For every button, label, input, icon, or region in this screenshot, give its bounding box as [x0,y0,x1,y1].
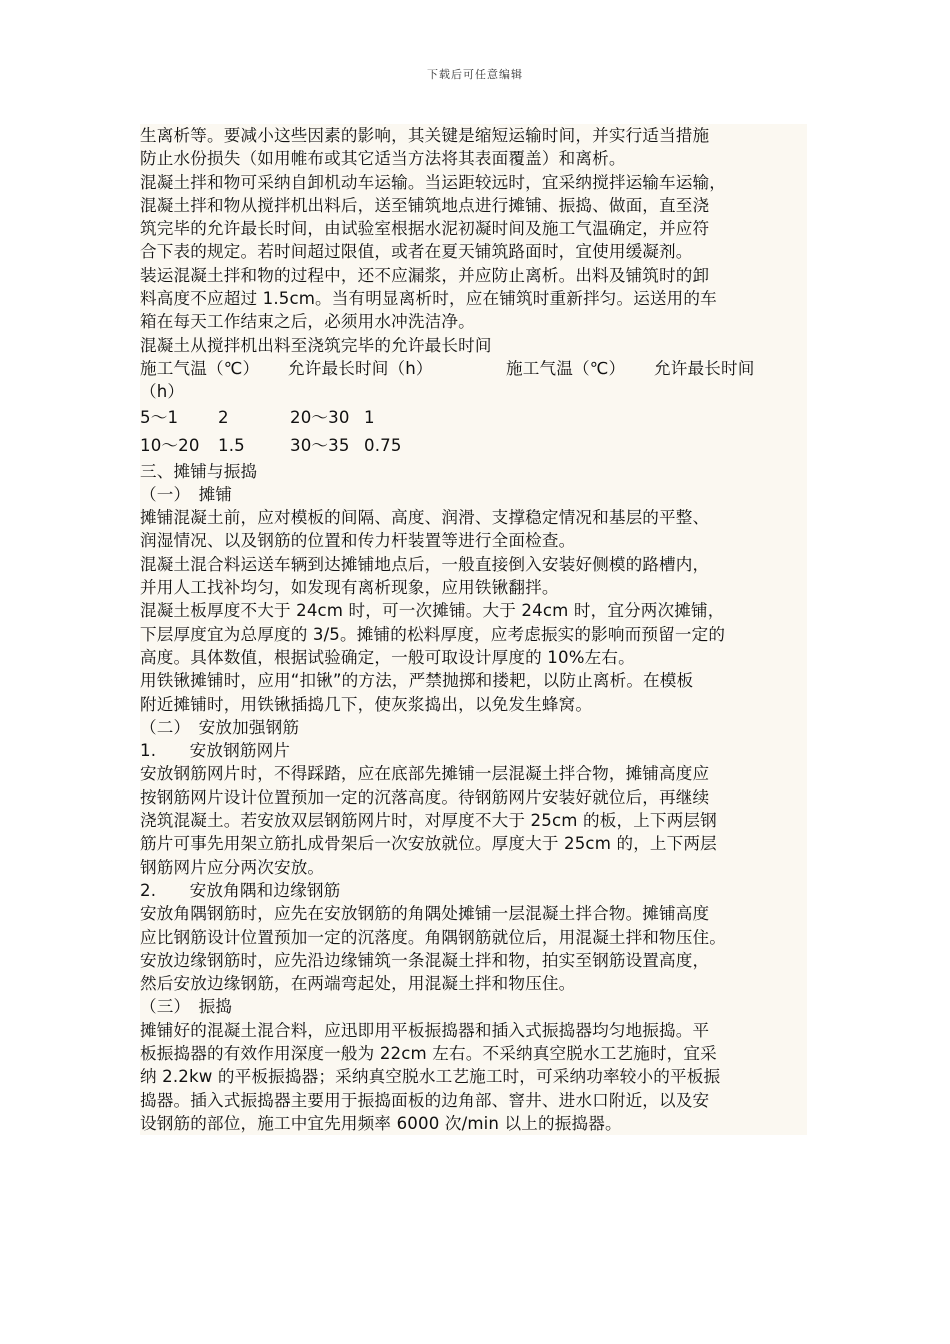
table-caption: 混凝土从搅拌机出料至浇筑完毕的允许最长时间 [140,335,492,355]
paragraph-line: 浇筑混凝土。若安放双层钢筋网片时，对厚度不大于 25cm 的板，上下两层钢 [140,811,717,831]
table-row [140,432,805,460]
numbered-heading: 1. 安放钢筋网片 [140,741,291,761]
paragraph-line: 安放角隅钢筋时，应先在安放钢筋的角隅处摊铺一层混凝土拌合物。摊铺高度 [140,904,710,924]
table-header-cell: 施工气温（℃） [506,358,626,378]
paragraph-line: 筑完毕的允许最长时间，由试验室根据水泥初凝时间及施工气温确定，并应符 [140,219,710,239]
subsection-heading: （一） 摊铺 [140,484,233,504]
paragraph-line: 附近摊铺时，用铁锹插捣几下，使灰浆捣出，以免发生蜂窝。 [140,694,593,714]
table-cell: 30～35 [290,435,350,455]
paragraph-line: 用铁锹摊铺时，应用“扣锹”的方法，严禁抛掷和搂耙，以防止离析。在模板 [140,671,694,691]
paragraph-line: 按钢筋网片设计位置预加一定的沉落高度。待钢筋网片安装好就位后，再继续 [140,787,710,807]
table-cell: 1.5 [218,435,245,455]
section-heading: 三、摊铺与振捣 [140,461,258,481]
table-header-cell: 施工气温（℃） [140,358,260,378]
paragraph-line: 下层厚度宜为总厚度的 3/5。摊铺的松料厚度，应考虑振实的影响而预留一定的 [140,624,726,644]
table-cell: 2 [218,407,229,427]
paragraph-line: 高度。具体数值，根据试验确定，一般可取设计厚度的 10%左右。 [140,647,635,667]
table-cell: 20～30 [290,407,350,427]
paragraph-line: 筋片可事先用架立筋扎成骨架后一次安放就位。厚度大于 25cm 的，上下两层 [140,834,717,854]
paragraph-line: 润湿情况、以及钢筋的位置和传力杆装置等进行全面检查。 [140,531,576,551]
table-cell: 1 [364,407,375,427]
paragraph-line: 混凝土拌和物从搅拌机出料后，送至铺筑地点进行摊铺、振捣、做面，直至浇 [140,195,710,215]
paragraph-line: 摊铺好的混凝土混合料，应迅即用平板振捣器和插入式振捣器均匀地振捣。平 [140,1020,710,1040]
table-cell: 10～20 [140,435,200,455]
table-header-row [140,357,805,380]
table-cell: 5～1 [140,407,179,427]
paragraph-line: 并用人工找补均匀，如发现有离析现象，应用铁锹翻拌。 [140,578,559,598]
page-header: 下载后可任意编辑 [427,68,523,81]
paragraph-line: 生离析等。要减小这些因素的影响，其关键是缩短运输时间，并实行适当措施 [140,126,710,145]
paragraph-line: 装运混凝土拌和物的过程中，还不应漏浆，并应防止离析。出料及铺筑时的卸 [140,265,710,285]
table-cell: 0.75 [364,435,402,455]
paragraph-line: 然后安放边缘钢筋，在两端弯起处，用混凝土拌和物压住。 [140,974,576,994]
paragraph-line: 混凝土拌和物可采纳自卸机动车运输。当运距较远时，宜采纳搅拌运输车运输， [140,172,727,192]
paragraph-line: 设钢筋的部位，施工中宜先用频率 6000 次/min 以上的振捣器。 [140,1113,622,1133]
paragraph-line: 板振捣器的有效作用深度一般为 22cm 左右。不采纳真空脱水工艺施时，宜采 [140,1043,717,1063]
paragraph-line: 纳 2.2kw 的平板振捣器；采纳真空脱水工艺施工时，可采纳功率较小的平板振 [140,1067,721,1087]
table-header-cell: 允许最长时间 [654,358,755,378]
paragraph-line: 安放钢筋网片时，不得踩踏，应在底部先摊铺一层混凝土拌合物，摊铺高度应 [140,764,710,784]
table-row [140,404,805,432]
paragraph-line: 料高度不应超过 1.5cm。当有明显离析时，应在铺筑时重新拌匀。运送用的车 [140,289,717,309]
subsection-heading: （三） 振捣 [140,997,233,1017]
paragraph-line: 安放边缘钢筋时，应先沿边缘铺筑一条混凝土拌和物，拍实至钢筋设置高度， [140,950,710,970]
table-header-cell: 允许最长时间（h） [288,358,433,378]
paragraph-line: 箱在每天工作结束之后，必须用水冲洗洁净。 [140,312,475,332]
table-header-wrap: （h） [140,382,185,402]
paragraph-line: 摊铺混凝土前，应对模板的间隔、高度、润滑、支撑稳定情况和基层的平整、 [140,508,710,528]
paragraph-line: 应比钢筋设计位置预加一定的沉落度。角隅钢筋就位后，用混凝土拌和物压住。 [140,927,727,947]
paragraph-line: 钢筋网片应分两次安放。 [140,857,325,877]
paragraph-line: 捣器。插入式振捣器主要用于振捣面板的边角部、窨井、进水口附近，以及安 [140,1090,710,1110]
numbered-heading: 2. 安放角隅和边缘钢筋 [140,880,341,900]
paragraph-line: 混凝土混合料运送车辆到达摊铺地点后，一般直接倒入安装好侧模的路槽内， [140,554,710,574]
subsection-heading: （二） 安放加强钢筋 [140,717,300,737]
paragraph-line: 合下表的规定。若时间超过限值，或者在夏天铺筑路面时，宜使用缓凝剂。 [140,242,693,262]
paragraph-line: 防止水份损失（如用帷布或其它适当方法将其表面覆盖）和离析。 [140,149,626,169]
paragraph-line: 混凝土板厚度不大于 24cm 时，可一次摊铺。大于 24cm 时，宜分两次摊铺， [140,601,725,621]
document-body [140,124,807,1135]
